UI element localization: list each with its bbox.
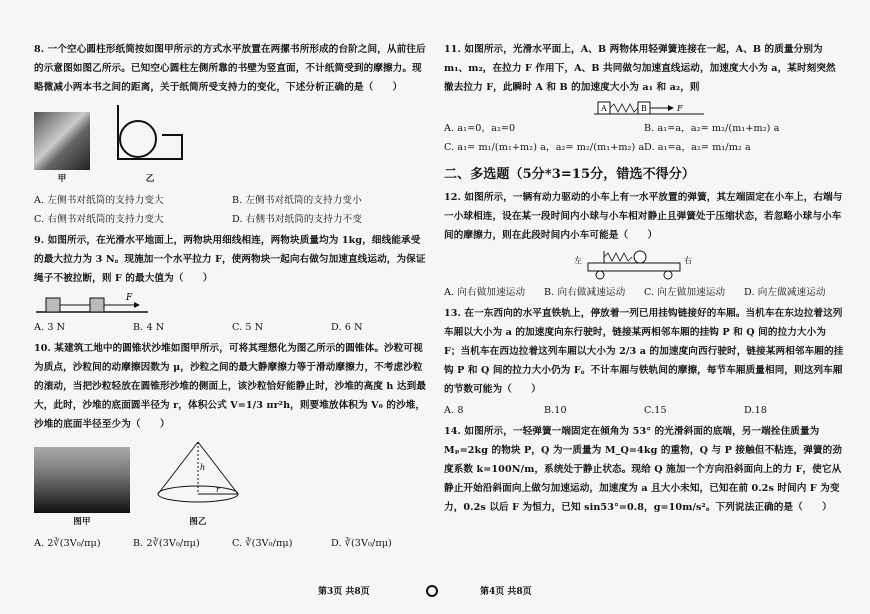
q10-label-a: 图甲 [73,517,91,527]
q11-option-a: A. a₁=0，a₂=0 [444,123,516,134]
q12-option-c: C. 向左做加速运动 [644,287,726,298]
q11-option-c: C. a₁= m₁/(m₁+m₂) a，a₂= m₂/(m₁+m₂) a [444,142,645,153]
section-multiple-choice-heading: 二、多选题（5分*3=15分，错选不得分） [444,167,695,182]
q9-option-a: A. 3 N [34,322,66,333]
q10-figures [34,438,430,532]
q12-cart-diagram [574,247,704,281]
q10-h-label: h [200,463,206,472]
q10-options [34,534,430,553]
q9-options [34,318,430,337]
q8-option-a: A. 左侧书对纸筒的支持力变大 [34,195,164,206]
q8-options [34,191,430,229]
q8-photo [34,112,90,170]
q10-r-label: r [216,485,220,494]
q13-options [444,401,844,420]
q12-option-a: A. 向右做加速运动 [444,287,526,298]
q8-figure-a [34,112,90,189]
q10-label-b: 图乙 [189,517,207,527]
q10-option-d: D. ∛(3V₀/πμ) [331,538,392,549]
q11-option-d: D. a₁=a，a₂= m₁/m₂ a [644,142,751,153]
q10-option-b: B. 2∛(3V₀/πμ) [133,538,200,549]
q8-option-c: C. 右侧书对纸筒的支持力变大 [34,214,164,225]
q11-block-b: B [641,104,647,113]
q13-option-d: D.18 [744,405,768,416]
q11-diagram [594,99,714,117]
q11-force-label: F [677,104,683,113]
footer-right-page-number: 第4页 共8页 [480,587,532,597]
q8-label-a: 甲 [57,174,67,184]
q8-label-b: 乙 [145,174,155,184]
q8-option-b: B. 左侧书对纸筒的支持力变小 [232,195,362,206]
q9-option-d: D. 6 N [331,322,363,333]
q10-option-a: A. 2∛(3V₀/πμ) [34,538,101,549]
q9-option-c: C. 5 N [232,322,264,333]
q9-diagram [34,290,154,316]
q10-text: 10. 某建筑工地中的圆锥状沙堆如图甲所示，可将其理想化为图乙所示的圆锥体。沙粒可视为质点，沙粒间的动摩擦因数为 μ，沙粒之间的最大静摩擦力等于滑动摩擦力，不考虑沙粒的滚动，当把沙粒轻放在圆锥形沙堆的侧面上，该沙粒恰好能静止时，沙堆的高度 h 达到最大，此时，沙堆的底面圆半径为 r，体积公式 V=1/3 πr²h，则要堆放体积为 V₀ 的沙堆，沙堆的底面半径至少为（ ） [34,343,427,430]
q10-cone-diagram [150,438,246,506]
q11-block-a: A [601,104,607,113]
q12-option-b: B. 向右做减速运动 [544,287,626,298]
q12-right-label: 右 [684,256,693,265]
q10-figure-a [34,447,130,532]
q9-force-label: F [126,293,133,303]
q10-photo [34,447,130,513]
q11-options [444,119,844,157]
q8-text: 8. 一个空心圆柱形纸筒按如图甲所示的方式水平放置在两摞书所形成的台阶之间，从前往后的示意图如图乙所示。已知空心圆柱左侧所靠的书壁为竖直面，不计纸筒受到的摩擦力。现略微减小两本书之间的距离，关于纸筒所受支持力的变化，下述分析正确的是（ ） [34,44,426,93]
q11-text: 11. 如图所示，光滑水平面上，A、B 两物体用轻弹簧连接在一起，A、B 的质量分别为 m₁、m₂，在拉力 F 作用下，A、B 共同做匀加速直线运动，加速度大小为 a，某时刻突然撤去拉力 F，此瞬时 A 和 B 的加速度大小为 a₁ 和 a₂，则 [444,44,836,93]
q13-option-c: C.15 [644,405,667,416]
q12-text: 12. 如图所示，一辆有动力驱动的小车上有一水平放置的弹簧，其左端固定在小车上，右端与一小球相连，设在某一段时间内小球与小车相对静止且弹簧处于压缩状态，若忽略小球与小车间的摩擦力，则在此段时间内小车可能是（ ） [444,192,843,241]
binding-hole-icon [426,585,438,597]
footer-left-page-number: 第3页 共8页 [318,587,370,597]
q12-options [444,283,844,302]
right-page [444,40,844,517]
q13-option-b: B.10 [544,405,567,416]
q10-option-c: C. ∛(3V₀/πμ) [232,538,293,549]
q9-option-b: B. 4 N [133,322,165,333]
q12-left-label: 左 [574,256,583,265]
q11-option-b: B. a₁=a，a₂= m₂/(m₁+m₂) a [644,123,780,134]
q8-figures [34,101,430,189]
q9-text: 9. 如图所示，在光滑水平地面上，两物块用细线相连，两物块质量均为 1kg，细线能承受的最大拉力为 3 N。现施加一个水平拉力 F，使两物块一起向右做匀加速直线运动，为保证绳子不被拉断，则 F 的最大值为（ ） [34,235,426,284]
q13-option-a: A. 8 [444,405,464,416]
q14-text: 14. 如图所示，一轻弹簧一端固定在倾角为 53° 的光滑斜面的底端，另一端拴住质量为 Mₚ=2kg 的物块 P，Q 为一质量为 M_Q=4kg 的重物，Q 与 P 接触但不粘连，弹簧的劲度系数 k=100N/m，系统处于静止状态。现给 Q 施加一个方向沿斜面向上的力 F，使它从静止开始沿斜面向上做匀加速运动，加速度为 a 且大小未知，已知在前 0.2s 时间内 F 为变力，0.2s 以后 F 为恒力，已知 sin53°=0.8，g=10m/s²。下列说法正确的是（ ） [444,426,843,513]
q8-diagram [110,101,190,163]
q8-option-d: D. 右侧书对纸筒的支持力不变 [232,214,363,225]
q13-text: 13. 在一东西向的水平直铁轨上，停放着一列已用挂钩链接好的车厢。当机车在东边拉着这列车厢以大小为 a 的加速度向东行驶时，链接某两相邻车厢的挂钩 P 和 Q 间的拉力大小为 F；当机车在西边拉着这列车厢以大小为 2/3 a 的加速度向西行驶时，链接某两相邻车厢的挂钩 P 和 Q 间的拉力大小仍为 F。不计车厢与铁轨间的摩擦，每节车厢质量相同，则这列车厢的节数可能为（ ） [444,308,844,395]
left-page [34,40,430,555]
q12-option-d: D. 向左做减速运动 [744,287,826,298]
q10-figure-b [150,438,246,532]
q8-figure-b [110,101,190,189]
